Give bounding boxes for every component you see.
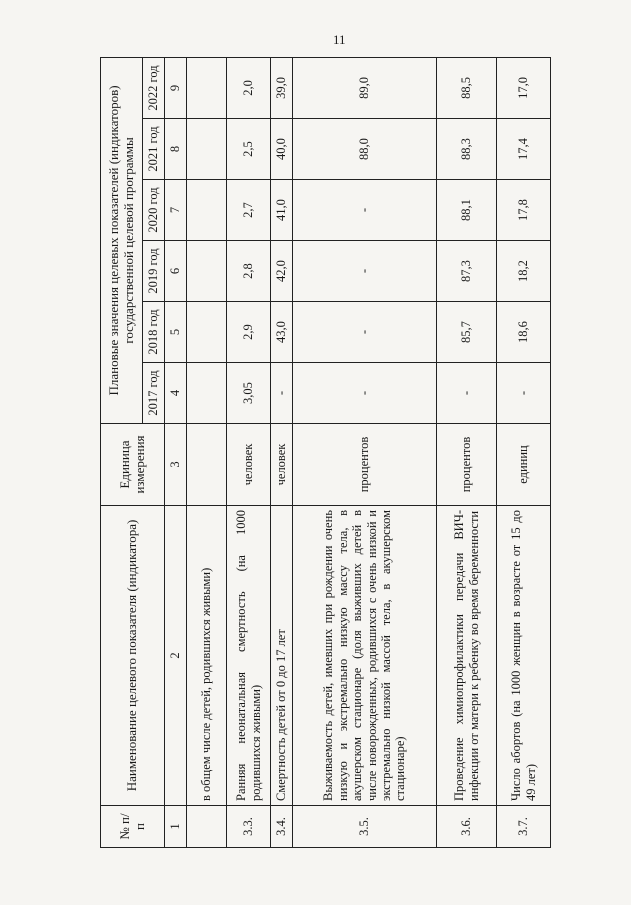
page-number: 11	[333, 32, 346, 47]
row-num: 3.5.	[293, 806, 437, 848]
header-name: Наименование целевого показателя (индикатора)	[101, 506, 165, 806]
row-unit: процентов	[293, 424, 437, 506]
row-value: 41,0	[271, 180, 293, 241]
row-value: 39,0	[271, 57, 293, 118]
row-value: 42,0	[271, 241, 293, 302]
column-number: 6	[165, 241, 187, 302]
column-number: 4	[165, 363, 187, 424]
header-year: 2017 год	[143, 363, 165, 424]
column-number: 5	[165, 302, 187, 363]
row-value: -	[293, 180, 437, 241]
row-value: 40,0	[271, 119, 293, 180]
row-name: в общем числе детей, родившихся живыми)	[187, 506, 227, 806]
row-value: 17,0	[497, 57, 551, 118]
row-value	[187, 241, 227, 302]
table-row	[187, 57, 227, 847]
column-number: 9	[165, 57, 187, 118]
row-value: 88,3	[437, 119, 497, 180]
row-value	[187, 57, 227, 118]
row-unit: человек	[227, 424, 271, 506]
header-year: 2019 год	[143, 241, 165, 302]
row-value: -	[293, 302, 437, 363]
header-num: № п/п	[101, 806, 165, 848]
header-planned: Плановые значения целевых показателей (индикаторов) государственной целевой программы	[101, 57, 143, 423]
indicators-table	[100, 57, 551, 848]
row-num: 3.7.	[497, 806, 551, 848]
row-name: Выживаемость детей, имевших при рождении очень низкую и экстремально низкую массу тела, в акушерском стационаре (доля выживших детей в числе новорожденных, родившихся с очень низкой и экстремально низкой массой тела, в акушерском стационаре)	[293, 506, 437, 806]
row-num: 3.4.	[271, 806, 293, 848]
table-row	[497, 57, 551, 847]
row-value: 88,0	[293, 119, 437, 180]
row-value: 2,0	[227, 57, 271, 118]
column-number: 1	[165, 806, 187, 848]
row-unit	[187, 424, 227, 506]
table-row	[271, 57, 293, 847]
row-value: 2,8	[227, 241, 271, 302]
row-value: 89,0	[293, 57, 437, 118]
header-year: 2018 год	[143, 302, 165, 363]
row-value: 87,3	[437, 241, 497, 302]
row-name: Смертность детей от 0 до 17 лет	[271, 506, 293, 806]
column-number: 7	[165, 180, 187, 241]
row-value: 17,4	[497, 119, 551, 180]
column-number-row	[165, 57, 187, 847]
row-value	[187, 119, 227, 180]
row-name: Проведение химиопрофилактики передачи ВИЧ-инфекции от матери к ребенку во время беременности	[437, 506, 497, 806]
rotated-table-wrapper	[100, 58, 538, 848]
row-value: 88,1	[437, 180, 497, 241]
row-value: 88,5	[437, 57, 497, 118]
row-value: 17,8	[497, 180, 551, 241]
row-value: 18,2	[497, 241, 551, 302]
row-value: 2,9	[227, 302, 271, 363]
row-value: -	[271, 363, 293, 424]
row-name: Число абортов (на 1000 женщин в возрасте от 15 до 49 лет)	[497, 506, 551, 806]
row-value: 2,7	[227, 180, 271, 241]
row-unit: процентов	[437, 424, 497, 506]
row-num	[187, 806, 227, 848]
row-value: 2,5	[227, 119, 271, 180]
row-value: -	[497, 363, 551, 424]
header-unit: Единица измерения	[101, 424, 165, 506]
row-value: 85,7	[437, 302, 497, 363]
table-row	[293, 57, 437, 847]
row-value: -	[293, 241, 437, 302]
row-num: 3.6.	[437, 806, 497, 848]
row-value: 18,6	[497, 302, 551, 363]
column-number: 2	[165, 506, 187, 806]
header-year: 2021 год	[143, 119, 165, 180]
table-row	[437, 57, 497, 847]
table-row	[227, 57, 271, 847]
row-name: Ранняя неонатальная смертность (на 1000 родившихся живыми)	[227, 506, 271, 806]
header-year: 2022 год	[143, 57, 165, 118]
row-unit: единиц	[497, 424, 551, 506]
row-value	[187, 180, 227, 241]
row-num: 3.3.	[227, 806, 271, 848]
row-value: -	[437, 363, 497, 424]
row-value: 3,05	[227, 363, 271, 424]
column-number: 3	[165, 424, 187, 506]
column-number: 8	[165, 119, 187, 180]
header-year: 2020 год	[143, 180, 165, 241]
row-unit: человек	[271, 424, 293, 506]
row-value	[187, 363, 227, 424]
row-value: 43,0	[271, 302, 293, 363]
row-value: -	[293, 363, 437, 424]
row-value	[187, 302, 227, 363]
